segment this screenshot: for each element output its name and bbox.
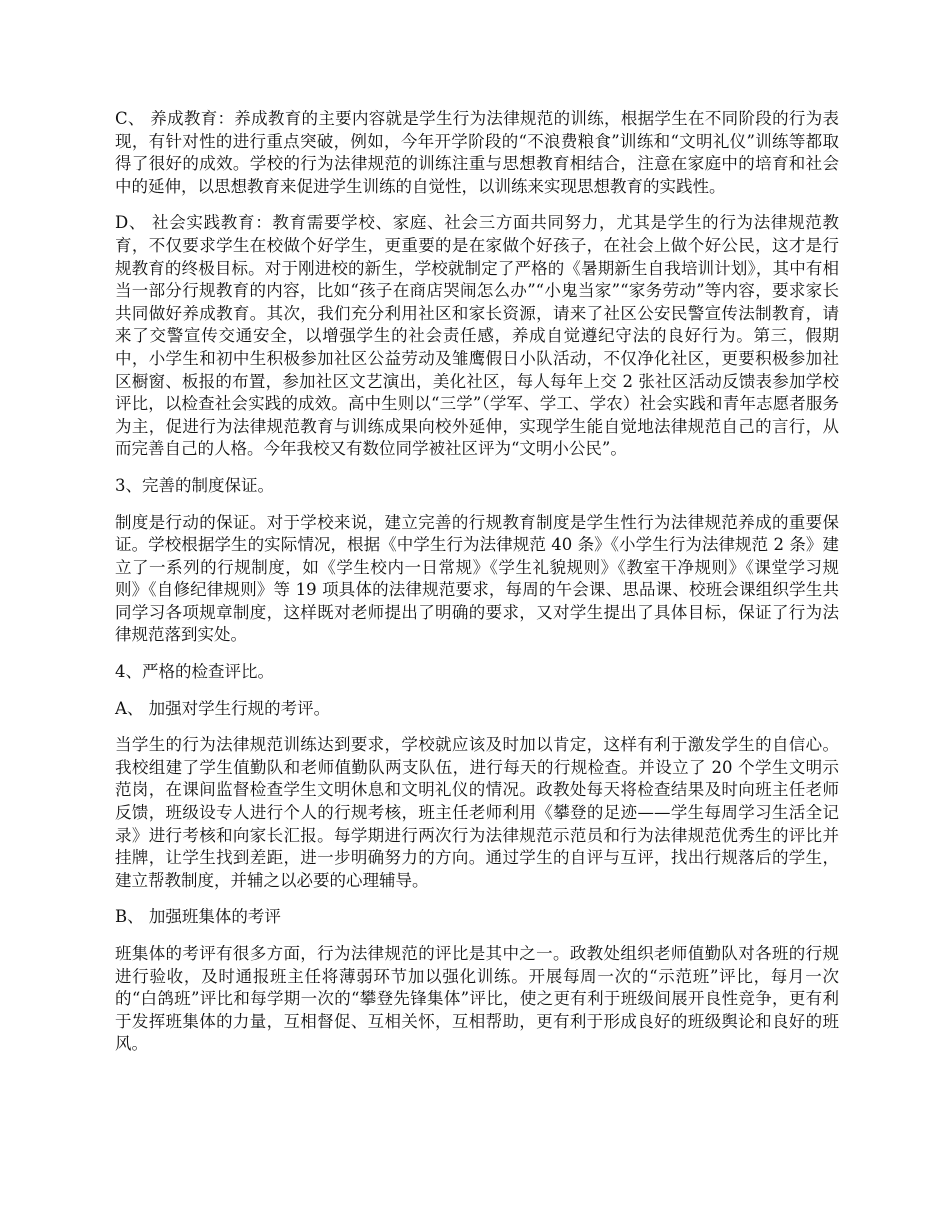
paragraph-c-habit-education: C、 养成教育：养成教育的主要内容就是学生行为法律规范的训练，根据学生在不同阶段的行为表现，有针对性的进行重点突破，例如，今年开学阶段的“不浪费粮食”训练和“文明礼仪”训练等都取得了很好的成效。学校的行为法律规范的训练注重与思想教育相结合，注意在家庭中的培育和社会中的延伸，以思想教育来促进学生训练的自觉性，以训练来实现思想教育的实践性。 (115, 109, 839, 196)
heading-a-student-evaluation: A、 加强对学生行规的考评。 (115, 698, 331, 718)
heading-4-inspection: 4、严格的检查评比。 (115, 662, 274, 682)
paragraph-system-guarantee: 制度是行动的保证。对于学校来说，建立完善的行规教育制度是学生性行为法律规范养成的重要保证。学校根据学生的实际情况，根据《中学生行为法律规范 40 条》《小学生行为法律规范 2 条》建立了一系列的行规制度，如《学生校内一日常规》《学生礼貌规则》《教室干净规则》《课堂学习规则》《自修纪律规则》等 19 项具体的法律规范要求，每周的午会课、思品课、校班会课组织学生共同学习各项规章制度，这样既对老师提出了明确的要求，又对学生提出了具体目标，保证了行为法律规范落到实处。 (115, 512, 839, 645)
document-body (115, 108, 839, 1070)
heading-3-system-guarantee: 3、完善的制度保证。 (115, 475, 274, 495)
paragraph-student-evaluation: 当学生的行为法律规范训练达到要求，学校就应该及时加以肯定，这样有利于激发学生的自信心。我校组建了学生值勤队和老师值勤队两支队伍，进行每天的行规检查。并设立了 20 个学生文明示范岗，在课间监督检查学生文明休息和文明礼仪的情况。政教处每天将检查结果及时向班主任老师反馈，班级设专人进行个人的行规考核，班主任老师利用《攀登的足迹——学生每周学习生活全记录》进行考核和向家长汇报。每学期进行两次行为法律规范示范员和行为法律规范优秀生的评比并挂牌，让学生找到差距，进一步明确努力的方向。通过学生的自评与互评，找出行规落后的学生，建立帮教制度，并辅之以必要的心理辅导。 (115, 735, 839, 890)
paragraph-class-evaluation: 班集体的考评有很多方面，行为法律规范的评比是其中之一。政教处组织老师值勤队对各班的行规进行验收，及时通报班主任将薄弱环节加以强化训练。开展每周一次的“示范班”评比，每月一次的“白鸽班”评比和每学期一次的“攀登先锋集体”评比，使之更有利于班级间展开良性竞争，更有利于发挥班集体的力量，互相督促、互相关怀，互相帮助，更有利于形成良好的班级舆论和良好的班风。 (115, 944, 839, 1054)
paragraph-d-social-practice: D、 社会实践教育：教育需要学校、家庭、社会三方面共同努力，尤其是学生的行为法律规范教育，不仅要求学生在校做个好学生，更重要的是在家做个好孩子，在社会上做个好公民，这才是行规教育的终极目标。对于刚进校的新生，学校就制定了严格的《暑期新生自我培训计划》，其中有相当一部分行规教育的内容，比如“孩子在商店哭闹怎么办”“小鬼当家”“家务劳动”等内容，要求家长共同做好养成教育。其次，我们充分利用社区和家长资源，请来了社区公安民警宣传法制教育，请来了交警宣传交通安全，以增强学生的社会责任感，养成自觉遵纪守法的良好行为。第三，假期中，小学生和初中生积极参加社区公益劳动及雏鹰假日小队活动，不仅净化社区，更要积极参加社区橱窗、板报的布置，参加社区文艺演出，美化社区，每人每年上交 2 张社区活动反馈表参加学校评比，以检查社会实践的成效。高中生则以“三学”（学军、学工、学农）社会实践和青年志愿者服务为主，促进行为法律规范教育与训练成果向校外延伸，实现学生能自觉地法律规范自己的言行，从而完善自己的人格。今年我校又有数位同学被社区评为“文明小公民”。 (115, 213, 839, 459)
heading-b-class-evaluation: B、 加强班集体的考评 (115, 907, 281, 927)
